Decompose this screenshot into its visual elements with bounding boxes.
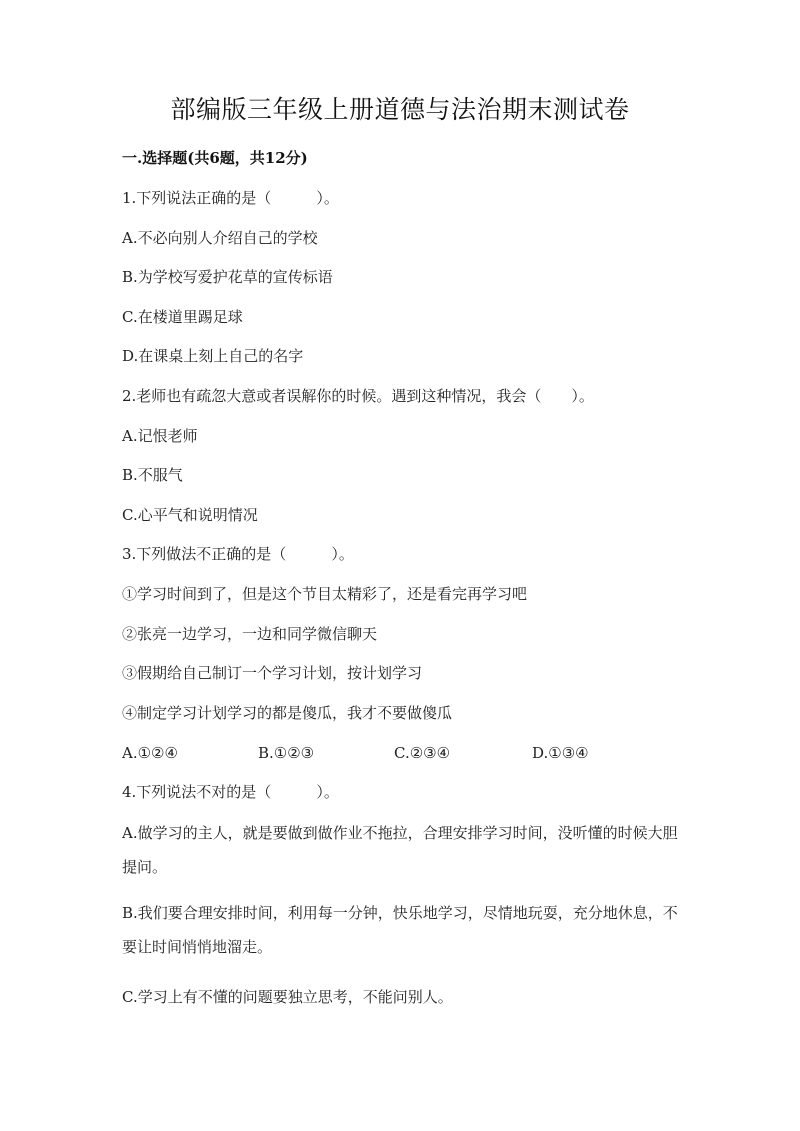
question-3-option-d: D.①③④ [532, 744, 589, 762]
question-3-options [122, 740, 682, 766]
question-4-option-b: B.我们要合理安排时间，利用每一分钟，快乐地学习，尽情地玩耍，充分地休息，不要让时间悄悄地溜走。 [122, 904, 678, 956]
question-1-option-a: A.不必向别人介绍自己的学校 [122, 229, 318, 247]
question-1-option-c: C.在楼道里踢足球 [122, 308, 243, 326]
question-3-option-a: A.①②④ [122, 744, 178, 762]
question-2-option-c: C.心平气和说明情况 [122, 506, 258, 524]
question-2-stem: 2.老师也有疏忽大意或者误解你的时候。遇到这种情况，我会（ ）。 [122, 387, 594, 405]
question-3-option-b: B.①②③ [258, 744, 315, 762]
question-3-option-c: C.②③④ [394, 744, 451, 762]
page-title: 部编版三年级上册道德与法治期末测试卷 [170, 95, 630, 124]
question-2-option-a: A.记恨老师 [122, 427, 198, 445]
question-2-option-b: B.不服气 [122, 466, 183, 484]
question-4-option-c: C.学习上有不懂的问题要独立思考，不能问别人。 [122, 988, 453, 1006]
question-1-option-d: D.在课桌上刻上自己的名字 [122, 347, 304, 365]
question-1-stem: 1.下列说法正确的是（ ）。 [122, 189, 339, 207]
question-3-statement-1: ①学习时间到了，但是这个节目太精彩了，还是看完再学习吧 [122, 585, 528, 603]
question-3-statement-3: ③假期给自己制订一个学习计划，按计划学习 [122, 664, 423, 682]
question-3-statement-4: ④制定学习计划学习的都是傻瓜，我才不要做傻瓜 [122, 704, 453, 722]
question-3-statement-2: ②张亮一边学习，一边和同学微信聊天 [122, 625, 378, 643]
question-3-stem: 3.下列做法不正确的是（ ）。 [122, 545, 354, 563]
question-1-option-b: B.为学校写爱护花草的宣传标语 [122, 268, 333, 286]
section-header: 一.选择题(共6题，共12分) [122, 149, 308, 167]
question-4-stem: 4.下列说法不对的是（ ）。 [122, 783, 339, 801]
question-4-option-a: A.做学习的主人，就是要做到做作业不拖拉，合理安排学习时间，没听懂的时候大胆提问。 [122, 824, 678, 876]
